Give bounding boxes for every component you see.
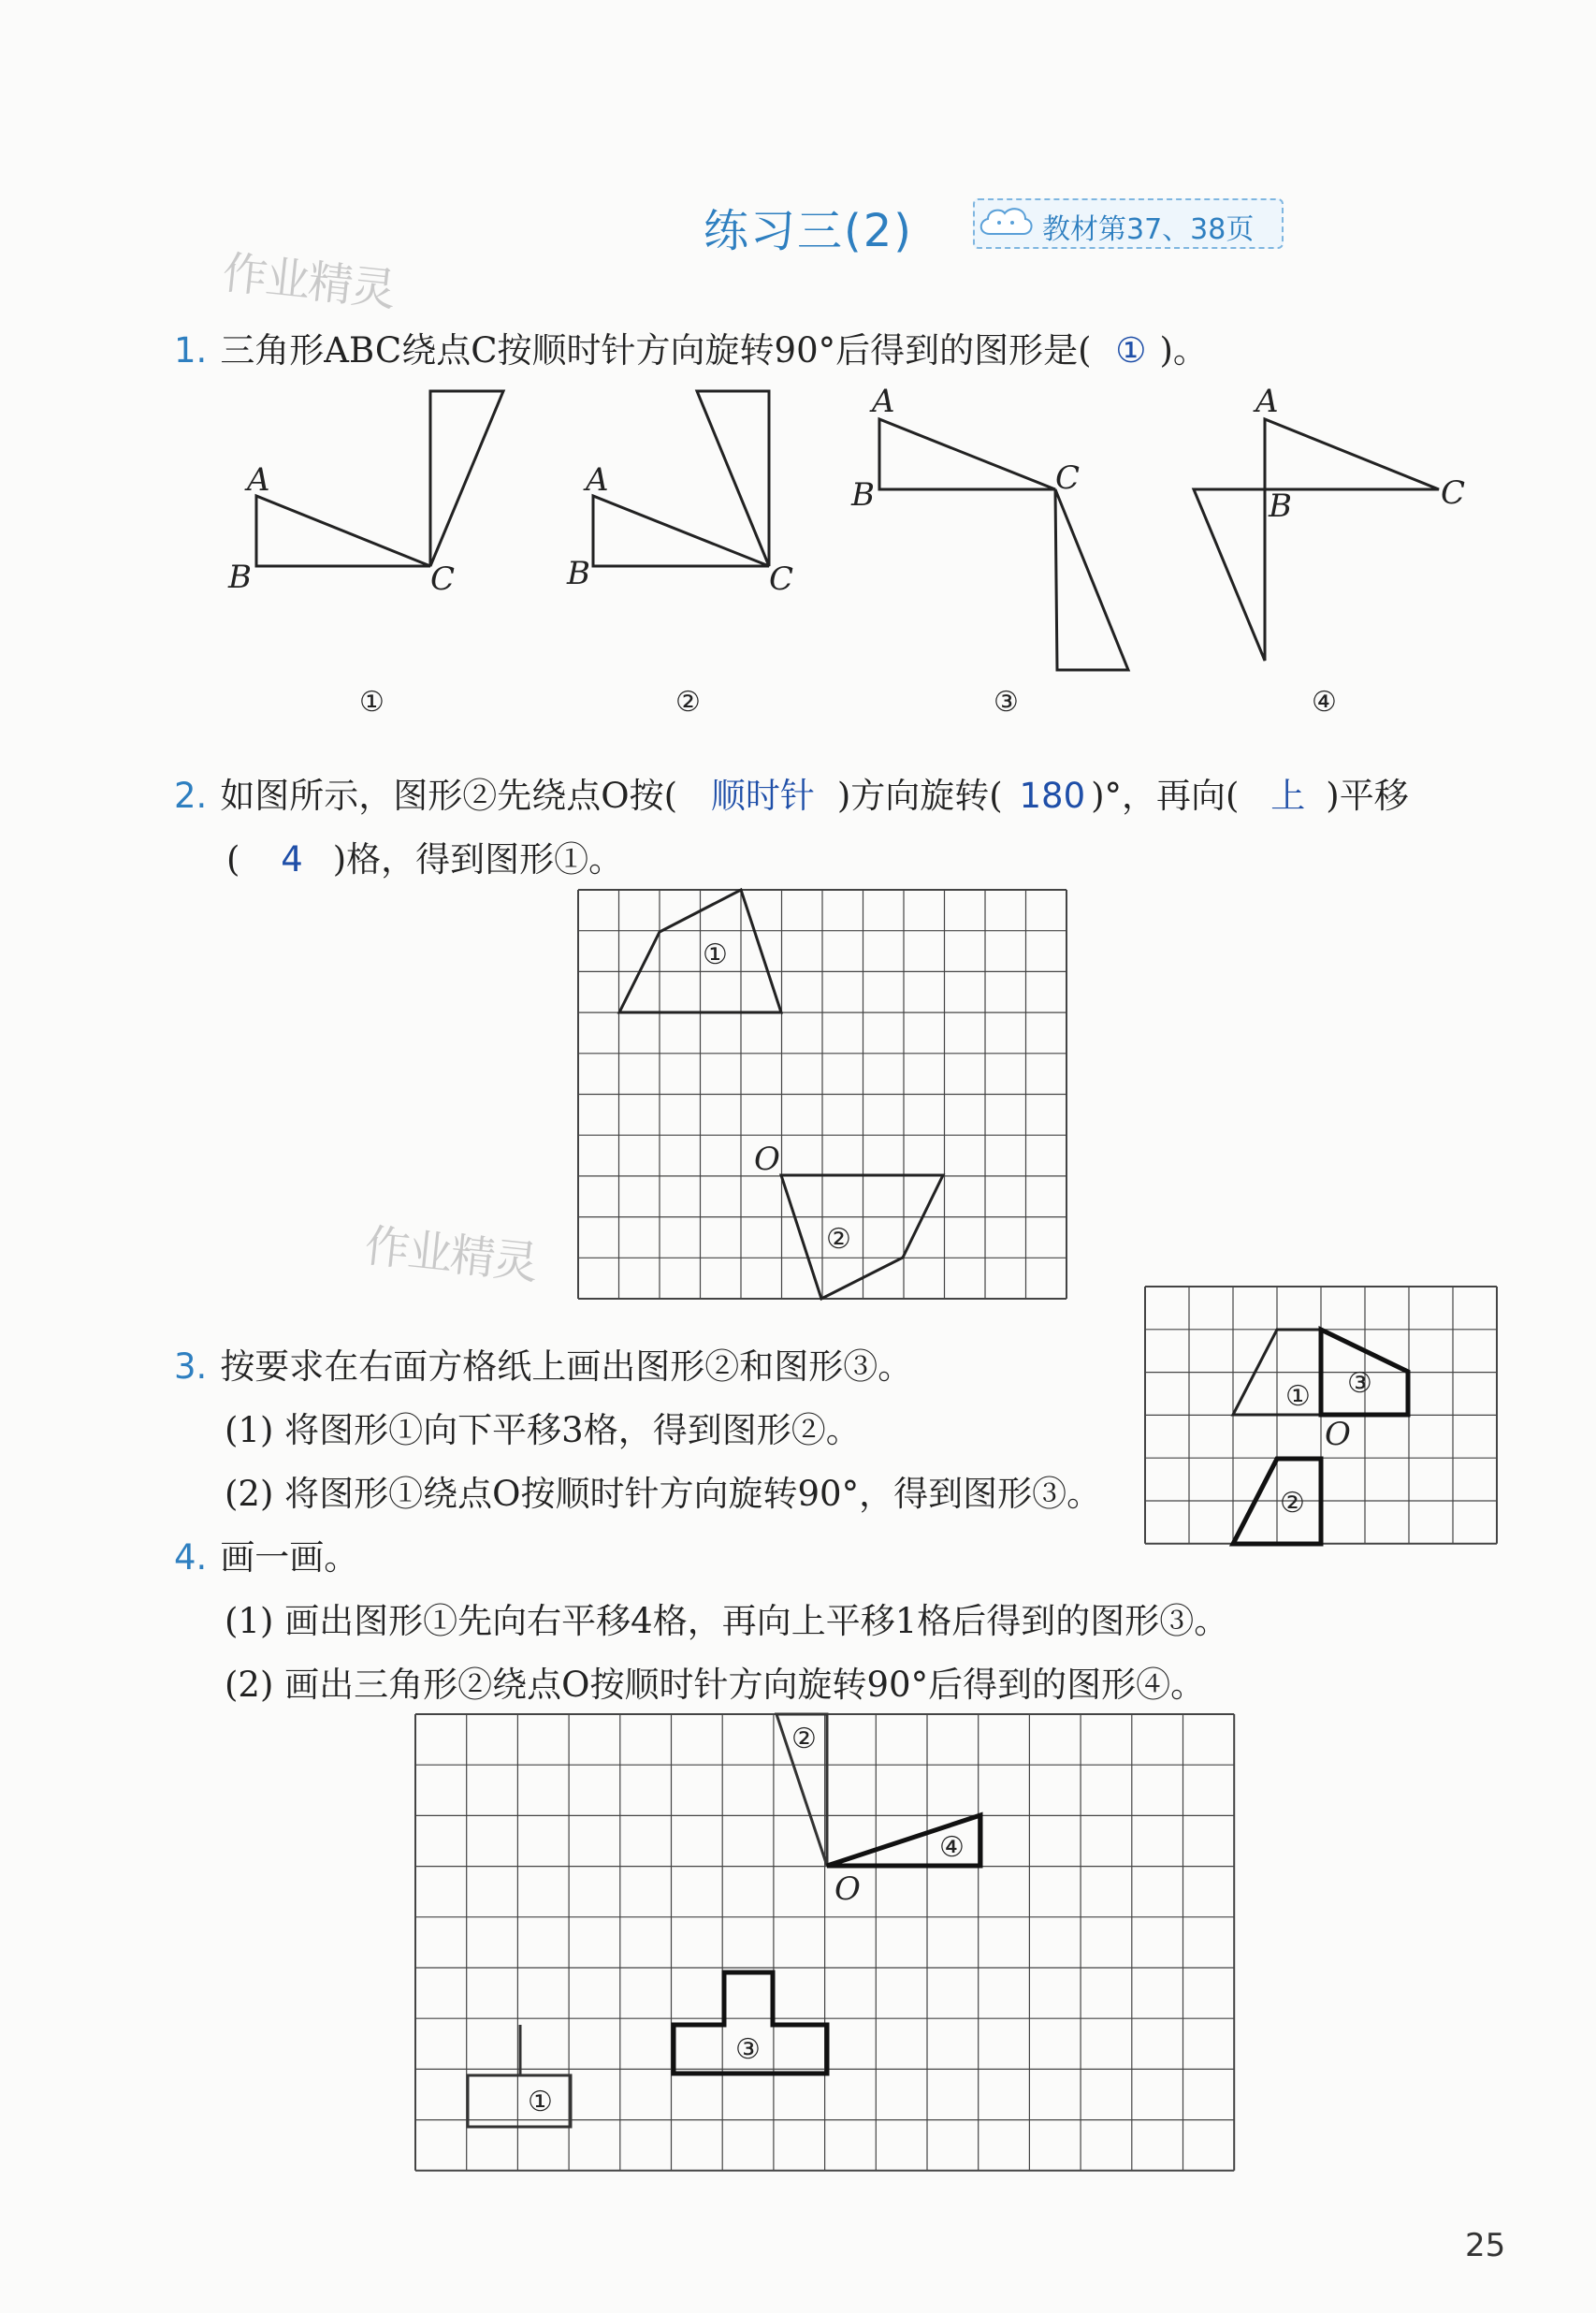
shape-label: ④: [939, 1831, 965, 1864]
question-text: )°，再向(: [1091, 776, 1240, 816]
answer-blank: 顺时针: [710, 776, 815, 816]
vertex-label: A: [872, 383, 895, 420]
answer-blank: 上: [1270, 776, 1306, 816]
shape-label: ①: [528, 2086, 553, 2118]
shape-label: ①: [703, 938, 728, 971]
question-number: 1.: [174, 330, 208, 371]
q1-option-3-figure: [879, 419, 1128, 670]
vertex-label: C: [1055, 459, 1081, 497]
option-label: ①: [359, 686, 384, 719]
answer-blank: ①: [1115, 330, 1147, 371]
shape-label: ③: [735, 2033, 761, 2066]
point-o-label: O: [834, 1870, 861, 1908]
question-text: 三角形ABC绕点C按顺时针方向旋转90°后得到的图形是(: [220, 330, 1092, 371]
vertex-label: B: [1269, 487, 1292, 525]
page-number: 25: [1465, 2227, 1506, 2264]
q1-option-2-figure: [593, 391, 769, 566]
shape-label: ②: [791, 1723, 817, 1755]
page-title: 练习三(2): [704, 205, 913, 257]
question-3-part-1: (1) 将图形①向下平移3格，得到图形②。: [225, 1410, 861, 1450]
badge-label: 教材第37、38页: [1042, 213, 1255, 246]
option-label: ②: [675, 686, 701, 719]
vertex-label: A: [586, 461, 609, 499]
watermark: 作业精灵: [220, 246, 397, 317]
question-4-part-1: (1) 画出图形①先向右平移4格，再向上平移1格后得到的图形③。: [225, 1601, 1229, 1641]
watermark: 作业精灵: [362, 1219, 539, 1290]
answer-blank: 4: [281, 839, 303, 880]
question-text: 画一画。: [220, 1537, 359, 1578]
question-text: (: [226, 839, 240, 880]
question-text: )格，得到图形①。: [332, 839, 624, 880]
shape-label: ②: [826, 1223, 851, 1256]
question-3-part-2: (2) 将图形①绕点O按顺时针方向旋转90°，得到图形③。: [225, 1474, 1102, 1514]
point-o-label: O: [1325, 1416, 1351, 1453]
shape-label: ②: [1280, 1487, 1305, 1520]
question-text: )方向旋转(: [836, 776, 1003, 816]
question-number: 2.: [174, 776, 208, 816]
question-text: 按要求在右面方格纸上画出图形②和图形③。: [220, 1346, 913, 1387]
vertex-label: B: [567, 555, 590, 592]
vertex-label: C: [769, 560, 794, 598]
vertex-label: B: [851, 476, 875, 514]
option-label: ③: [994, 686, 1019, 719]
q4-shape-1: [468, 2025, 571, 2127]
q1-option-4-figure: [1194, 419, 1439, 661]
q2-shape-2: [781, 1175, 943, 1299]
shape-label: ③: [1347, 1367, 1372, 1400]
question-text-end: )。: [1159, 330, 1208, 371]
vertex-label: C: [1441, 474, 1466, 512]
option-label: ④: [1312, 686, 1337, 719]
point-o-label: O: [754, 1141, 780, 1178]
question-number: 4.: [174, 1537, 208, 1578]
vertex-label: C: [430, 560, 456, 598]
answer-blank: 180: [1019, 776, 1086, 816]
question-text: )平移: [1326, 776, 1409, 816]
vertex-label: A: [1255, 383, 1279, 420]
shape-label: ①: [1285, 1380, 1311, 1413]
vertex-label: B: [228, 559, 252, 596]
q1-option-1-figure: [256, 391, 503, 566]
question-4-part-2: (2) 画出三角形②绕点O按顺时针方向旋转90°后得到的图形④。: [225, 1665, 1206, 1705]
question-number: 3.: [174, 1346, 208, 1387]
question-text: 如图所示，图形②先绕点O按(: [220, 776, 678, 816]
vertex-label: A: [247, 461, 270, 499]
